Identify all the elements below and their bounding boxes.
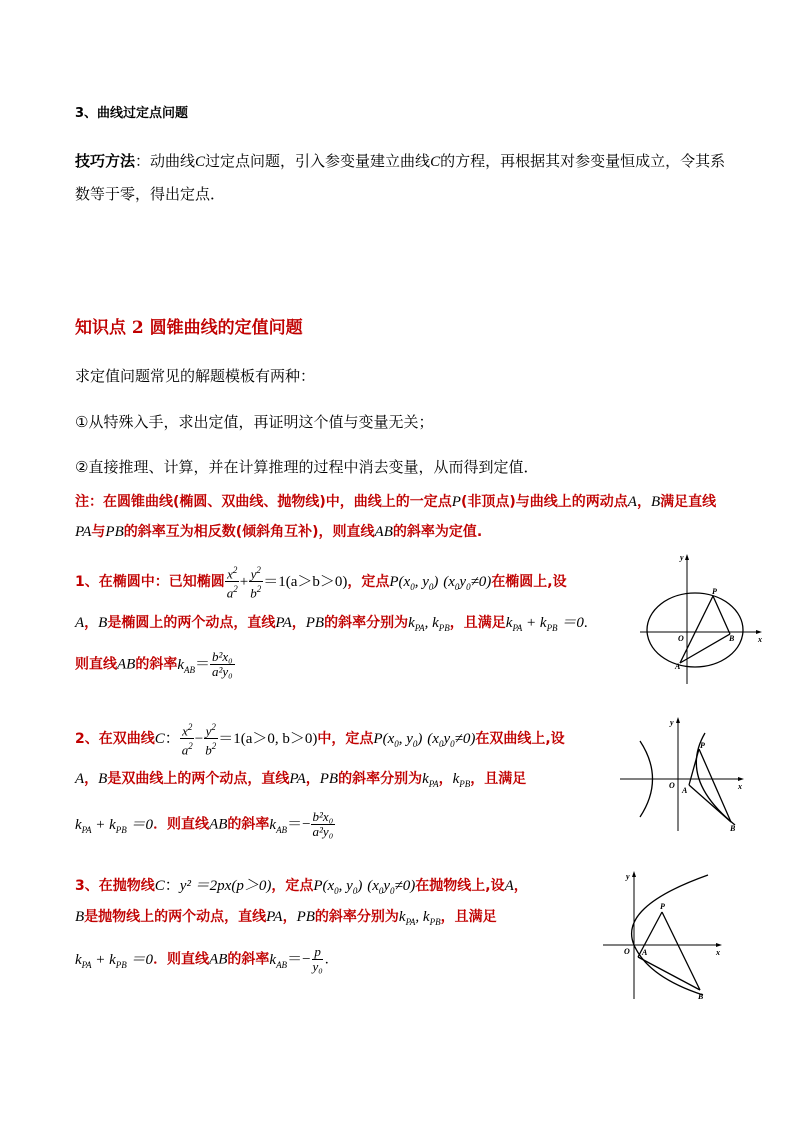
fig3-o-label: O (624, 947, 630, 956)
hyperbola-line-2: A，B是双曲线上的两个动点，直线PA，PB的斜率分别为$k_{PA}$，$k_{PB}$，且满足 (75, 771, 527, 789)
parabola-lead: 3、在抛物线 (75, 878, 155, 894)
ellipse-frac-y: $\frac{y^2}{b^2}$ (250, 565, 262, 601)
fig1-p-label: P (712, 587, 717, 596)
parabola-result-frac: $\frac{p}{\text{y₀}}$ (312, 944, 323, 974)
fig1-x-label: x (758, 635, 762, 644)
ellipse-point: $P(x_0$, $y_0$) (389, 573, 439, 592)
tip-curve-c-2: C (430, 154, 441, 170)
parabola-result: ．则直线 (153, 951, 210, 968)
parabola-line-2: B是抛物线上的两个动点，直线PA，PB的斜率分别为$k_{PA}$, $k_{PB}$，且满足 (75, 909, 497, 927)
note-a: 注：在圆锥曲线(椭圆、双曲线、抛物线)中，曲线上的一定点 (75, 494, 452, 510)
fig2-o-label: O (669, 781, 675, 790)
note-p: P (451, 494, 461, 510)
fig1-b-label: B (729, 634, 735, 643)
ellipse-line-3: 则直线AB的斜率$k_{AB}=$ $\frac{\text{b²x₀}}{\text{a²y₀}}$ (75, 649, 233, 679)
ellipse-result: 则直线 (75, 656, 117, 673)
hyperbola-mid: 中，定点 (317, 730, 374, 747)
tip-text-b: 过定点问题，引入参变量建立曲线 (205, 152, 431, 170)
ellipse-nonzero: $(x_0y_0\ne 0)$ (443, 573, 492, 592)
ellipse-k: $k_{PA}$, $k_{PB}$ (408, 615, 450, 633)
parabola-eq: y² ＝2px(p＞0) (179, 878, 272, 894)
fig2-p-label: P (700, 741, 705, 750)
ellipse-pb: PB (305, 615, 325, 631)
ellipse-slope-of: 的斜率 (135, 656, 178, 673)
tip-label: 技巧方法 (75, 152, 136, 170)
fig3-p-label: P (660, 902, 665, 911)
ellipse-frac-x: $\frac{x^2}{a^2}$ (226, 565, 238, 601)
knowledge-point-title: 知识点 2 圆锥曲线的定值问题 (75, 318, 303, 338)
ellipse-sum: $k_{PA} + k_{PB} =0$ (505, 615, 584, 633)
note-ab: AB (374, 524, 393, 540)
fig2-a-label: A (682, 786, 688, 795)
note-a-pt: A (627, 494, 637, 510)
fig3-a-label: A (642, 948, 648, 957)
ellipse-slopes: 的斜率分别为 (324, 615, 409, 631)
ellipse-line-2: A，B是椭圆上的两个动点，直线PA，PB的斜率分别为$k_{PA}$, $k_{PB}$，且满足$k_{PA} + k_{PB} =0$. (75, 615, 588, 633)
ellipse-fixed: ，定点 (347, 573, 390, 590)
note-e: 的斜率互为相反数(倾斜角互补)，则直线 (123, 524, 375, 540)
method-1: ①从特殊入手，求出定值，再证明这个值与变量无关； (75, 413, 434, 431)
fig3-b-label: B (698, 992, 704, 1001)
ellipse-line-1: 1、在椭圆中：已知椭圆 $\frac{x^2}{a^2}$ + $\frac{y^2}{b^2}$ ＝1(a＞b＞0)，定点$P(x_0$, $y_0$) $(x_0y_0\ne 0)$在椭圆上,设 (75, 565, 567, 601)
note-pb: PB (105, 524, 124, 540)
parabola-on: 在抛物线上,设 (415, 878, 505, 894)
fig3-y-label: y (626, 872, 630, 881)
ellipse-figure (640, 552, 765, 687)
ellipse-b: B (98, 615, 108, 631)
ellipse-a: A (75, 615, 85, 631)
fig2-b-label: B (730, 824, 736, 833)
intro-text: 求定值问题常见的解题模板有两种： (75, 367, 316, 385)
note-paragraph (75, 487, 735, 547)
hyperbola-result: ．则直线 (153, 816, 210, 833)
hyperbola-cond: ＝1(a＞0, b＞0) (218, 730, 318, 747)
hyperbola-line-1: 2、在双曲线C： $\frac{x^2}{a^2}$ − $\frac{y^2}{b^2}$ ＝1(a＞0, b＞0)中，定点$P(x_0$, $y_0$) $(x_0y_0\ne 0)$在双曲线上,设 (75, 722, 565, 758)
fig2-y-label: y (670, 718, 674, 727)
tip-text-c: 的方程，再根据其对参变量恒成立，令其系数等于零，得出定点． (75, 152, 726, 203)
section-3-title: 3、曲线过定点问题 (75, 106, 189, 121)
hyperbola-figure (620, 713, 750, 833)
ellipse-cond: ＝1(a＞b＞0) (263, 573, 348, 590)
note-f: 的斜率为定值. (392, 524, 483, 540)
hyperbola-slopes: 的斜率分别为 (338, 771, 423, 787)
hyperbola-lead: 2、在双曲线 (75, 730, 155, 747)
ellipse-ab: AB (117, 656, 136, 673)
note-pa: PA (75, 524, 92, 540)
fig1-y-label: y (680, 553, 684, 562)
hyperbola-on: 在双曲线上,设 (475, 730, 565, 747)
ellipse-result-frac: $\frac{\text{b²x₀}}{\text{a²y₀}}$ (212, 649, 233, 679)
parabola-figure (598, 867, 728, 1002)
note-b: (非顶点)与曲线上的两动点 (460, 494, 628, 510)
fig1-a-label: A (675, 662, 681, 671)
parabola-line2-text: 是抛物线上的两个动点，直线 (84, 909, 267, 925)
note-b-pt: B (650, 494, 661, 510)
hyperbola-frac-y: $\frac{y^2}{b^2}$ (205, 722, 217, 758)
method-2: ②直接推理、计算，并在计算推理的过程中消去变量，从而得到定值． (75, 458, 539, 476)
hyperbola-line2-text: 是双曲线上的两个动点，直线 (107, 771, 290, 787)
ellipse-lead: 1、在椭圆中：已知椭圆 (75, 573, 225, 590)
tip-paragraph (75, 145, 735, 210)
hyperbola-line-3: $k_{PA} + k_{PB} =0$．则直线AB的斜率$k_{AB}=-$ $\frac{\text{b²x₀}}{\text{a²y₀}}$ (75, 809, 334, 839)
parabola-line-3: $k_{PA} + k_{PB} =0$．则直线AB的斜率$k_{AB}=-$ $\frac{p}{\text{y₀}}$ . (75, 944, 329, 974)
fig3-x-label: x (716, 948, 720, 957)
ellipse-line2-text: 是椭圆上的两个动点，直线 (107, 615, 276, 631)
parabola-slopes: 的斜率分别为 (314, 909, 399, 925)
parabola-mid: ，定点 (271, 878, 314, 894)
parabola-line-1: 3、在抛物线C：y² ＝2px(p＞0)，定点$P(x_0$, $y_0$) $(x_0y_0\ne 0)$在抛物线上,设A， (75, 878, 528, 896)
note-c: 满足直线 (660, 494, 717, 510)
hyperbola-frac-x: $\frac{x^2}{a^2}$ (181, 722, 193, 758)
fig1-o-label: O (678, 634, 684, 643)
note-d: 与 (91, 524, 106, 540)
ellipse-pa: PA (275, 615, 292, 631)
fig2-x-label: x (738, 782, 742, 791)
tip-curve-c: C (195, 154, 206, 170)
tip-text-a: ：动曲线 (135, 152, 196, 170)
ellipse-on: 在椭圆上,设 (491, 573, 567, 590)
hyperbola-result-frac: $\frac{\text{b²x₀}}{\text{a²y₀}}$ (312, 809, 334, 839)
note-comma: ， (636, 494, 651, 510)
